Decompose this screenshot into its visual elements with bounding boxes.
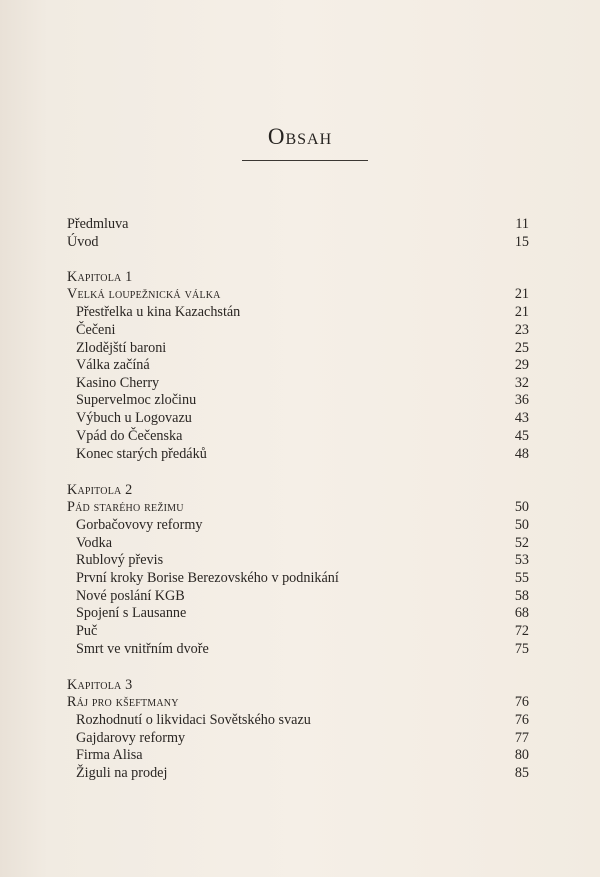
toc-entry-label: Předmluva bbox=[67, 216, 129, 232]
toc-entry-label: Úvod bbox=[67, 234, 99, 250]
toc-entry[interactable] bbox=[67, 534, 529, 552]
toc-entry[interactable] bbox=[67, 640, 529, 658]
toc-chapter-title[interactable] bbox=[67, 693, 529, 711]
toc-chapter-title[interactable] bbox=[67, 498, 529, 516]
toc-entry-label: Nové poslání KGB bbox=[76, 588, 185, 604]
toc-entry-label: Spojení s Lausanne bbox=[76, 605, 187, 621]
toc-chapter-title[interactable] bbox=[67, 285, 529, 303]
toc-entry-page: 48 bbox=[514, 446, 529, 462]
toc-entry-page: 80 bbox=[514, 747, 529, 763]
page-title: Obsah bbox=[267, 124, 333, 149]
toc-entry-page: 25 bbox=[514, 340, 529, 356]
toc-entry[interactable] bbox=[67, 427, 529, 445]
toc-entry-label: Supervelmoc zločinu bbox=[76, 392, 197, 408]
toc-entry-label: Čečeni bbox=[76, 322, 116, 338]
toc-entry-page: 72 bbox=[514, 623, 529, 639]
toc-entry-label: Rozhodnutí o likvidaci Sovětského svazu bbox=[76, 712, 311, 728]
toc-entry[interactable] bbox=[67, 604, 529, 622]
toc-entry-page: 55 bbox=[514, 570, 529, 586]
toc-entry[interactable] bbox=[67, 215, 529, 233]
chapter-heading bbox=[67, 676, 529, 694]
toc-entry[interactable] bbox=[67, 569, 529, 587]
toc-entry-label: Kasino Cherry bbox=[76, 375, 160, 391]
toc-entry-page: 50 bbox=[514, 517, 529, 533]
title-underline bbox=[242, 160, 368, 161]
toc-entry[interactable] bbox=[67, 356, 529, 374]
toc-entry[interactable] bbox=[67, 321, 529, 339]
toc-entry-label: Vpád do Čečenska bbox=[76, 428, 183, 444]
toc-entry-page: 58 bbox=[514, 588, 529, 604]
toc-entry-page: 32 bbox=[514, 375, 529, 391]
toc-entry-label: Zlodějští baroni bbox=[76, 340, 167, 356]
toc-entry[interactable] bbox=[67, 391, 529, 409]
toc-entry[interactable] bbox=[67, 551, 529, 569]
toc-entry[interactable] bbox=[67, 445, 529, 463]
toc-entry-label: Rublový převis bbox=[76, 552, 164, 568]
toc-entry-label: Puč bbox=[76, 623, 98, 639]
toc-entry-label: Vodka bbox=[76, 535, 112, 551]
toc-entry-page: 45 bbox=[514, 428, 529, 444]
toc-entry-page: 50 bbox=[514, 499, 529, 515]
toc-entry-label: Firma Alisa bbox=[76, 747, 143, 763]
toc-entry-label: Žiguli na prodej bbox=[76, 765, 168, 781]
toc-entry-page: 76 bbox=[514, 712, 529, 728]
toc-entry-page: 43 bbox=[514, 410, 529, 426]
toc-entry-page: 15 bbox=[514, 234, 529, 250]
toc-entry-page: 52 bbox=[514, 535, 529, 551]
toc-entry-label: Pád starého režimu bbox=[67, 499, 184, 515]
toc-entry-label: Výbuch u Logovazu bbox=[76, 410, 192, 426]
chapter-number: Kapitola 2 bbox=[67, 482, 133, 498]
toc-entry[interactable] bbox=[67, 409, 529, 427]
toc-entry[interactable] bbox=[67, 729, 529, 747]
toc-entry-page: 36 bbox=[514, 392, 529, 408]
toc-entry-page: 85 bbox=[514, 765, 529, 781]
toc-entry[interactable] bbox=[67, 303, 529, 321]
toc-entry[interactable] bbox=[67, 516, 529, 534]
toc-entry-label: Ráj pro kšeftmany bbox=[67, 694, 179, 710]
chapter-heading bbox=[67, 481, 529, 499]
toc-entry-label: Velká loupežnická válka bbox=[67, 286, 221, 302]
toc-entry-page: 23 bbox=[514, 322, 529, 338]
toc-entry[interactable] bbox=[67, 622, 529, 640]
toc-entry-page: 21 bbox=[514, 304, 529, 320]
chapter-number: Kapitola 1 bbox=[67, 269, 133, 285]
toc-entry-page: 29 bbox=[514, 357, 529, 373]
chapter-heading bbox=[67, 268, 529, 286]
toc-entry-page: 75 bbox=[514, 641, 529, 657]
toc-entry[interactable] bbox=[67, 587, 529, 605]
toc-entry-label: První kroky Borise Berezovského v podnikání bbox=[76, 570, 339, 586]
toc-entry[interactable] bbox=[67, 711, 529, 729]
toc-entry-page: 68 bbox=[514, 605, 529, 621]
toc-entry[interactable] bbox=[67, 339, 529, 357]
toc-entry[interactable] bbox=[67, 746, 529, 764]
toc-entry-label: Přestřelka u kina Kazachstán bbox=[76, 304, 241, 320]
toc-entry-label: Gajdarovy reformy bbox=[76, 730, 186, 746]
toc-entry[interactable] bbox=[67, 374, 529, 392]
toc-entry-page: 53 bbox=[514, 552, 529, 568]
toc-entry-label: Smrt ve vnitřním dvoře bbox=[76, 641, 209, 657]
toc-entry[interactable] bbox=[67, 233, 529, 251]
toc-entry[interactable] bbox=[67, 764, 529, 782]
toc-entry-label: Gorbačovovy reformy bbox=[76, 517, 203, 533]
toc-entry-page: 76 bbox=[514, 694, 529, 710]
toc-entry-page: 11 bbox=[515, 216, 529, 232]
toc-entry-page: 77 bbox=[514, 730, 529, 746]
toc-entry-page: 21 bbox=[514, 286, 529, 302]
toc-entry-label: Válka začíná bbox=[76, 357, 150, 373]
toc-entry-label: Konec starých předáků bbox=[76, 446, 207, 462]
chapter-number: Kapitola 3 bbox=[67, 677, 133, 693]
